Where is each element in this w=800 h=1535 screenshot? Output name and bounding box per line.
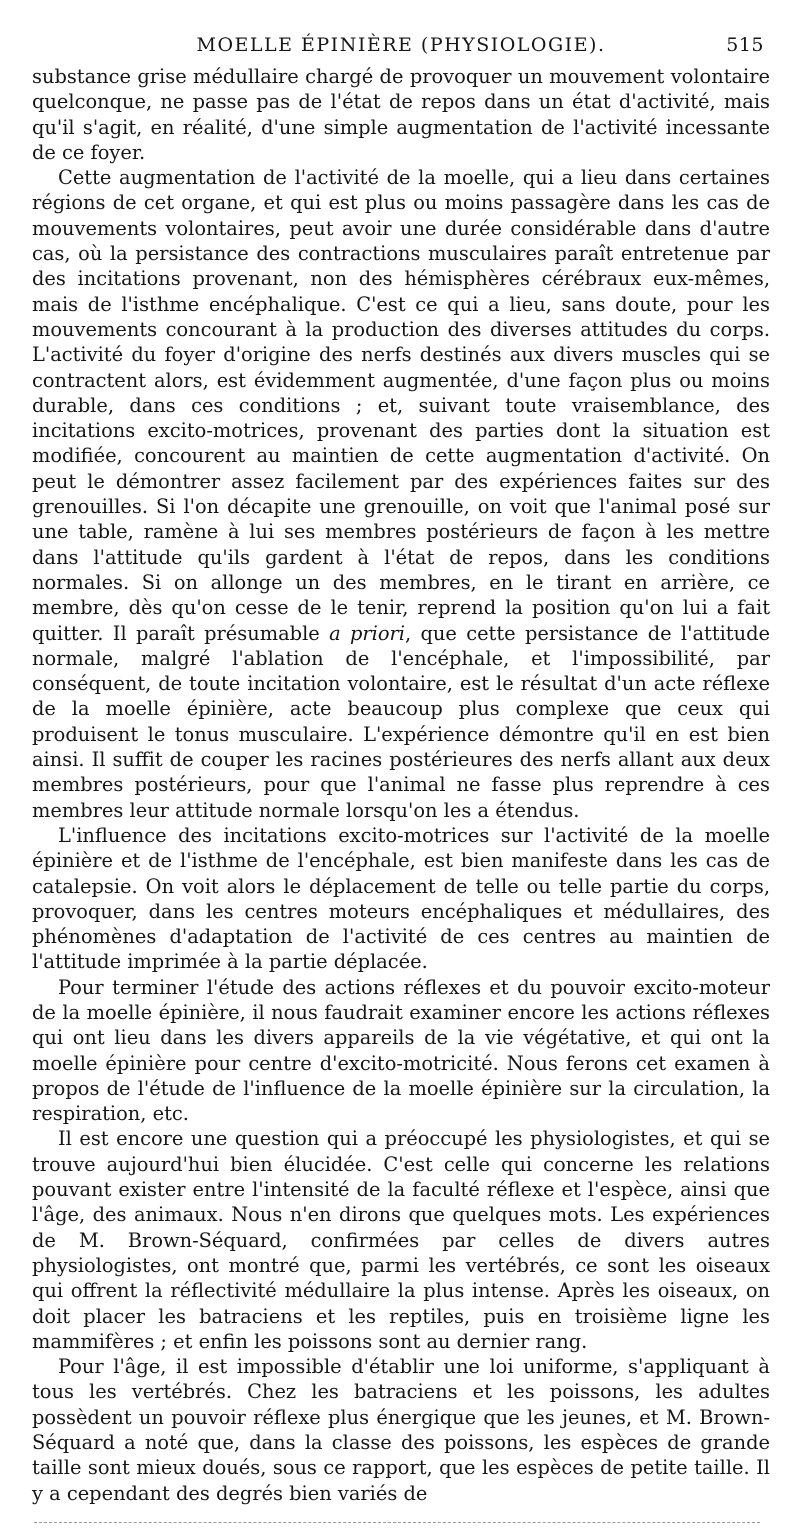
page-number: 515 [726, 34, 764, 56]
running-title: MOELLE ÉPINIÈRE (PHYSIOLOGIE). [196, 34, 606, 56]
italic-phrase: a priori [329, 621, 406, 645]
paragraph-text: Cette augmentation de l'activité de la moelle, qui a lieu dans certaines régions de cet organe, et qui est plus ou moins passagère dans les cas de mouvements volontaires, peut avoir une durée considérable dans d'autre cas, où la persistance des contractions musculaires paraît entretenue par des incitations provenant, non des hémisphères cérébraux eux-mêmes, mais de l'isthme encéphalique. C'est ce qui a lieu, sans doute, pour les mouvements concourant à la production des diverses attitudes du corps. L'activité du foyer d'origine des nerfs destinés aux divers muscles qui se contractent alors, est évidemment augmentée, d'une façon plus ou moins durable, dans ces conditions ; et, suivant toute vraisemblance, des incitations excito-motrices, provenant des parties dont la situation est modifiée, concourent au maintien de cette augmentation d'activité. On peut le démontrer assez facilement par des expériences faites sur des grenouilles. Si l'on décapite une grenouille, on voit que l'animal posé sur une table, ramène à lui ses membres postérieurs de façon à les mettre dans l'attitude qu'ils gardent à l'état de repos, dans les conditions normales. Si on allonge un des membres, en le tirant en arrière, ce membre, dès qu'on cesse de le tenir, reprend la position qu'on lui a fait quitter. Il paraît présumable [32, 166, 770, 645]
footer-divider [34, 1522, 760, 1523]
paragraph-continuation: substance grise médullaire chargé de provoquer un mouvement volontaire quelconque, ne passe pas de l'état de repos dans un état d'activité, mais qu'il s'agit, en réalité, d'une simple augmentation de l'activité incessante de ce foyer. [32, 65, 770, 164]
body-text [32, 64, 770, 1506]
running-header [32, 30, 770, 64]
paragraph-attitude-reflex [32, 165, 770, 823]
paragraph-vegetative-reflexes: Pour terminer l'étude des actions réflexes et du pouvoir excito-moteur de la moelle épinière, il nous faudrait examiner encore les actions réflexes qui ont lieu dans les divers appareils de la vie végétative, et qui ont la moelle épinière pour centre d'excito-motricité. Nous ferons cet examen à propos de l'étude de l'influence de la moelle épinière sur la circulation, la respiration, etc. [32, 975, 770, 1126]
paragraph-species-reflexivity: Il est encore une question qui a préoccupé les physiologistes, et qui se trouve aujourd'hui bien élucidée. C'est celle qui concerne les relations pouvant exister entre l'intensité de la faculté réflexe et l'espèce, ainsi que l'âge, des animaux. Nous n'en dirons que quelques mots. Les expériences de M. Brown-Séquard, confirmées par celles de divers autres physiologistes, ont montré que, parmi les vertébrés, ce sont les oiseaux qui offrent la réflectivité médullaire la plus intense. Après les oiseaux, on doit placer les batraciens et les reptiles, puis en troisième ligne les mammifères ; et enfin les poissons sont au dernier rang. [32, 1127, 770, 1353]
paragraph-catalepsy: L'influence des incitations excito-motrices sur l'activité de la moelle épinière et de l'isthme de l'encéphale, est bien manifeste dans les cas de catalepsie. On voit alors le déplacement de telle ou telle partie du corps, provoquer, dans les centres moteurs encéphaliques et médullaires, des phénomènes d'adaptation de l'activité de ces centres au maintien de l'attitude imprimée à la partie déplacée. [32, 823, 770, 974]
paragraph-age-reflexivity: Pour l'âge, il est impossible d'établir une loi uniforme, s'appliquant à tous les vertébrés. Chez les batraciens et les poissons, les adultes possèdent un pouvoir réflexe plus énergique que les jeunes, et M. Brown-Séquard a noté que, dans la classe des poissons, les espèces de grande taille sont mieux doués, sous ce rapport, que les espèces de petite taille. Il y a cependant des degrés bien variés de [32, 1355, 770, 1505]
paragraph-text-continued: , que cette persistance de l'attitude normale, malgré l'ablation de l'encéphale, et l'impossibilité, par conséquent, de toute incitation volontaire, est le résultat d'un acte réflexe de la moelle épinière, acte beaucoup plus complexe que ceux qui produisent le tonus musculaire. L'expérience démontre qu'il en est bien ainsi. Il suffit de couper les racines postérieures des nerfs allant aux deux membres postérieurs, pour que l'animal ne fasse plus reprendre à ces membres leur attitude normale lorsqu'on les a étendus. [32, 621, 770, 822]
